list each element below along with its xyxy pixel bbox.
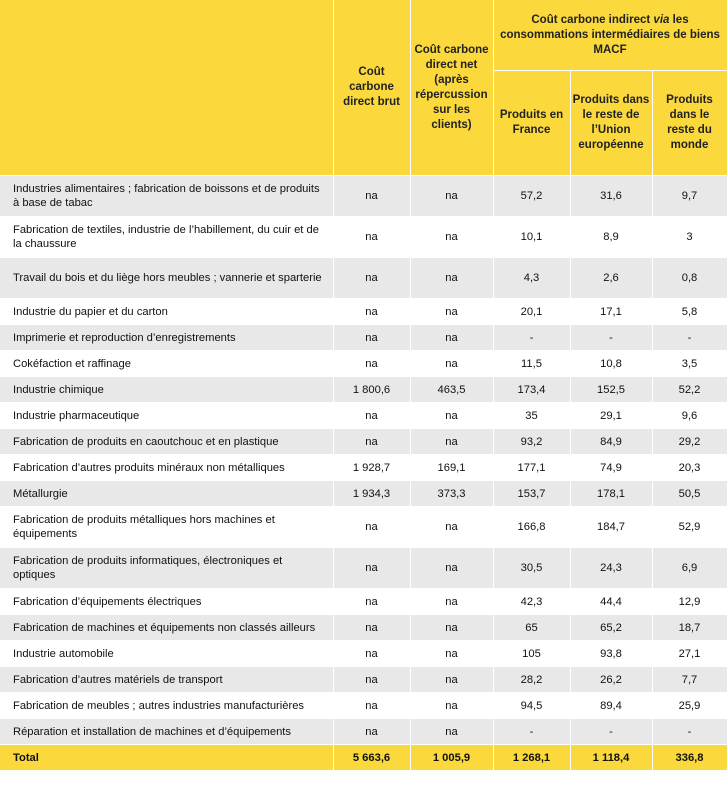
table-row xyxy=(0,455,727,481)
cell-eu: 10,8 xyxy=(570,351,652,377)
table-body xyxy=(0,176,727,771)
cell-eu: 89,4 xyxy=(570,693,652,719)
row-label: Fabrication de produits informatiques, électroniques et optiques xyxy=(0,548,333,589)
table-row xyxy=(0,217,727,258)
total-row xyxy=(0,745,727,771)
table-row xyxy=(0,377,727,403)
cell-direct-net: 463,5 xyxy=(410,377,493,403)
cell-world: 3,5 xyxy=(652,351,727,377)
cell-direct-gross: na xyxy=(333,548,410,589)
row-label: Réparation et installation de machines et d’équipements xyxy=(0,719,333,745)
table-row xyxy=(0,403,727,429)
table-row xyxy=(0,693,727,719)
cell-france: 65 xyxy=(493,615,570,641)
table-row xyxy=(0,299,727,325)
table-row xyxy=(0,258,727,299)
cell-eu: 8,9 xyxy=(570,217,652,258)
row-label: Industries alimentaires ; fabrication de boissons et de produits à base de tabac xyxy=(0,176,333,217)
row-label: Fabrication de textiles, industrie de l’habillement, du cuir et de la chaussure xyxy=(0,217,333,258)
cell-direct-gross: na xyxy=(333,719,410,745)
cell-world: 9,7 xyxy=(652,176,727,217)
header-eu: Produits dans le reste de l’Union européenne xyxy=(570,71,652,176)
cell-france: 10,1 xyxy=(493,217,570,258)
cell-eu: 74,9 xyxy=(570,455,652,481)
cell-world: - xyxy=(652,325,727,351)
table-row xyxy=(0,481,727,507)
cell-world: 25,9 xyxy=(652,693,727,719)
cell-eu: - xyxy=(570,719,652,745)
table-row xyxy=(0,351,727,377)
cell-direct-gross: na xyxy=(333,217,410,258)
row-label: Industrie automobile xyxy=(0,641,333,667)
cell-direct-gross: 1 934,3 xyxy=(333,481,410,507)
cell-world: 9,6 xyxy=(652,403,727,429)
cell-france: 4,3 xyxy=(493,258,570,299)
cell-eu: 24,3 xyxy=(570,548,652,589)
header-indirect xyxy=(493,0,727,71)
row-label: Industrie du papier et du carton xyxy=(0,299,333,325)
cell-france: 42,3 xyxy=(493,589,570,615)
row-label: Fabrication de meubles ; autres industries manufacturières xyxy=(0,693,333,719)
cell-direct-gross: na xyxy=(333,507,410,548)
cell-france: 20,1 xyxy=(493,299,570,325)
cell-direct-net: na xyxy=(410,403,493,429)
cell-direct-net: na xyxy=(410,429,493,455)
total-cell-direct-gross: 5 663,6 xyxy=(333,745,410,771)
header-direct-gross: Coût carbone direct brut xyxy=(333,0,410,176)
row-label: Fabrication d’autres produits minéraux non métalliques xyxy=(0,455,333,481)
table-row xyxy=(0,507,727,548)
header-direct-net: Coût carbone direct net (après répercussion sur les clients) xyxy=(410,0,493,176)
row-label: Fabrication d’équipements électriques xyxy=(0,589,333,615)
cell-eu: 184,7 xyxy=(570,507,652,548)
cell-direct-net: na xyxy=(410,325,493,351)
cell-world: - xyxy=(652,719,727,745)
row-label: Fabrication d’autres matériels de transport xyxy=(0,667,333,693)
table-row xyxy=(0,615,727,641)
total-cell-eu: 1 118,4 xyxy=(570,745,652,771)
cell-france: 166,8 xyxy=(493,507,570,548)
cell-direct-net: na xyxy=(410,719,493,745)
cell-france: 28,2 xyxy=(493,667,570,693)
table-row xyxy=(0,719,727,745)
table-row xyxy=(0,548,727,589)
cell-direct-net: na xyxy=(410,548,493,589)
cell-eu: 26,2 xyxy=(570,667,652,693)
total-cell-world: 336,8 xyxy=(652,745,727,771)
cell-direct-net: na xyxy=(410,258,493,299)
cell-direct-gross: 1 800,6 xyxy=(333,377,410,403)
row-label: Travail du bois et du liège hors meubles ; vannerie et sparterie xyxy=(0,258,333,299)
header-france: Produits en France xyxy=(493,71,570,176)
cell-eu: 65,2 xyxy=(570,615,652,641)
cell-france: 105 xyxy=(493,641,570,667)
cell-direct-net: na xyxy=(410,176,493,217)
row-label: Fabrication de machines et équipements non classés ailleurs xyxy=(0,615,333,641)
cell-france: 57,2 xyxy=(493,176,570,217)
cell-direct-gross: na xyxy=(333,258,410,299)
cell-world: 52,9 xyxy=(652,507,727,548)
cell-world: 18,7 xyxy=(652,615,727,641)
cell-france: 35 xyxy=(493,403,570,429)
total-cell-direct-net: 1 005,9 xyxy=(410,745,493,771)
row-label: Fabrication de produits métalliques hors machines et équipements xyxy=(0,507,333,548)
cell-eu: 29,1 xyxy=(570,403,652,429)
cell-direct-net: na xyxy=(410,589,493,615)
cell-direct-gross: na xyxy=(333,429,410,455)
cell-france: 93,2 xyxy=(493,429,570,455)
cell-direct-gross: na xyxy=(333,176,410,217)
row-label: Imprimerie et reproduction d’enregistrements xyxy=(0,325,333,351)
cell-direct-net: na xyxy=(410,507,493,548)
cell-direct-net: 373,3 xyxy=(410,481,493,507)
cell-direct-gross: na xyxy=(333,693,410,719)
cell-direct-net: na xyxy=(410,217,493,258)
cell-direct-gross: na xyxy=(333,351,410,377)
header-indirect-via: via xyxy=(653,13,670,26)
cell-eu: 44,4 xyxy=(570,589,652,615)
cell-direct-net: na xyxy=(410,351,493,377)
header-indirect-post: les consommations intermédiaires de biens MACF xyxy=(500,13,720,56)
cell-france: 173,4 xyxy=(493,377,570,403)
table-header xyxy=(0,0,727,176)
table-row xyxy=(0,176,727,217)
cell-direct-net: na xyxy=(410,667,493,693)
cell-world: 12,9 xyxy=(652,589,727,615)
cell-world: 0,8 xyxy=(652,258,727,299)
row-label: Fabrication de produits en caoutchouc et en plastique xyxy=(0,429,333,455)
cell-world: 52,2 xyxy=(652,377,727,403)
cell-france: - xyxy=(493,719,570,745)
cell-direct-net: na xyxy=(410,299,493,325)
table-row xyxy=(0,667,727,693)
cell-direct-gross: na xyxy=(333,615,410,641)
header-blank xyxy=(0,0,333,176)
row-label: Cokéfaction et raffinage xyxy=(0,351,333,377)
cell-world: 20,3 xyxy=(652,455,727,481)
cell-direct-gross: na xyxy=(333,667,410,693)
table-row xyxy=(0,589,727,615)
cell-direct-net: 169,1 xyxy=(410,455,493,481)
cell-world: 3 xyxy=(652,217,727,258)
cell-eu: 84,9 xyxy=(570,429,652,455)
table-row xyxy=(0,641,727,667)
cell-direct-gross: na xyxy=(333,299,410,325)
cell-france: 177,1 xyxy=(493,455,570,481)
row-label: Industrie chimique xyxy=(0,377,333,403)
cell-eu: 17,1 xyxy=(570,299,652,325)
cell-world: 27,1 xyxy=(652,641,727,667)
cell-eu: 31,6 xyxy=(570,176,652,217)
header-world: Produits dans le reste du monde xyxy=(652,71,727,176)
row-label: Métallurgie xyxy=(0,481,333,507)
cell-eu: 93,8 xyxy=(570,641,652,667)
total-cell-france: 1 268,1 xyxy=(493,745,570,771)
cell-eu: - xyxy=(570,325,652,351)
cell-france: 153,7 xyxy=(493,481,570,507)
total-row-label: Total xyxy=(0,745,333,771)
cell-world: 29,2 xyxy=(652,429,727,455)
row-label: Industrie pharmaceutique xyxy=(0,403,333,429)
cell-france: 94,5 xyxy=(493,693,570,719)
header-indirect-pre: Coût carbone indirect xyxy=(531,13,654,26)
cell-direct-gross: na xyxy=(333,325,410,351)
cell-eu: 178,1 xyxy=(570,481,652,507)
cell-direct-gross: na xyxy=(333,403,410,429)
cell-direct-gross: na xyxy=(333,641,410,667)
cell-france: - xyxy=(493,325,570,351)
cell-eu: 2,6 xyxy=(570,258,652,299)
cell-world: 5,8 xyxy=(652,299,727,325)
cell-world: 50,5 xyxy=(652,481,727,507)
cell-france: 30,5 xyxy=(493,548,570,589)
cell-direct-net: na xyxy=(410,693,493,719)
cell-direct-net: na xyxy=(410,615,493,641)
cell-eu: 152,5 xyxy=(570,377,652,403)
cell-france: 11,5 xyxy=(493,351,570,377)
cell-direct-net: na xyxy=(410,641,493,667)
table-row xyxy=(0,429,727,455)
cell-direct-gross: 1 928,7 xyxy=(333,455,410,481)
cell-world: 6,9 xyxy=(652,548,727,589)
cell-direct-gross: na xyxy=(333,589,410,615)
cell-world: 7,7 xyxy=(652,667,727,693)
table-row xyxy=(0,325,727,351)
